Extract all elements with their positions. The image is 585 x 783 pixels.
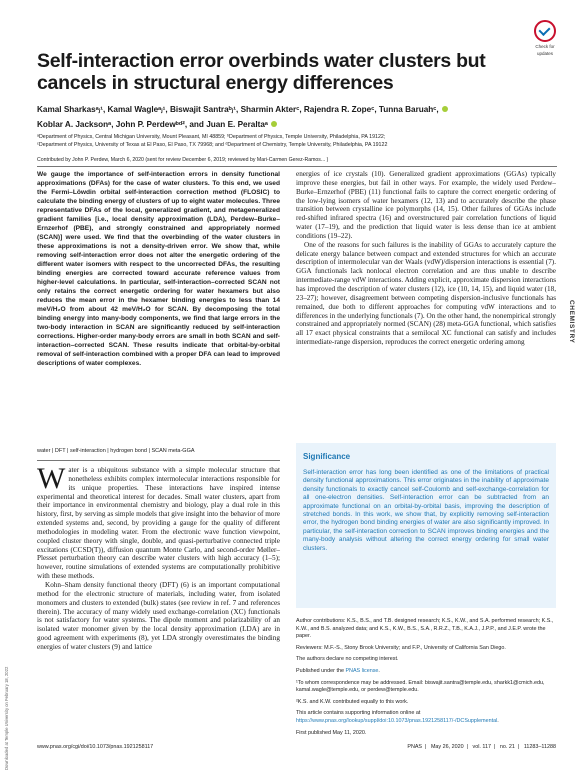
gga-paragraph: energies of ice crystals (10). Generalized gradient approximations (GGAs) typically improve these energies, but fail in other ways. For example, the widely used Perdew–Burke–Ernzerhof (PBE) (11) functional fails to capture the correct energetic ordering of the low-lying isomers of water hexamers (12, 13) and to accurately describe the phase transition between crystalline ice polymorphs (14, 15). Other failures of GGAs include red-shifted infrared spectra (16) and overstructured pair correlation functions of liquid water (17–19), and the prediction that liquid water is less dense than ice at ambient conditions (19–22). [296,170,556,240]
authors-line-1 [37,102,557,117]
affiliations [37,134,557,149]
section-tab [566,300,576,360]
abstract: We gauge the importance of self-interaction errors in density functional approximations (DFAs) for the case of water clusters. To this end, we used the Fermi–Löwdin orbital self-interaction correction method (FLOSIC) to calculate the binding energy of clusters of up to eight water molecules. Three representative DFAs of the local, generalized gradient, and metageneralized gradient families [i.e., local density approximation (LDA), Perdew–Burke–Ernzerhof (PBE), and strongly constrained and appropriately normed (SCAN)] were used. We find that the overbinding of the water clusters in these approximations is not a density-driven error. We show that, while removing self-interaction error does not alter the energetic ordering of the different water isomers with respect to the uncorrected DFAs, the resulting binding energies are corrected toward accurate reference values from higher-level calculations. In particular, self-interaction–corrected SCAN not only retains the correct energetic ordering for water hexamers but also reduces the mean error in the hexamer binding energies to less than 14 meV/H₂O from about 42 meV/H₂O for SCAN. By decomposing the total binding energy into many-body components, we find that large errors in the two-body interaction in SCAN are significantly reduced by self-interaction corrections. Higher-order many-body errors are small in both SCAN and self-interaction–corrected SCAN. These results indicate that orbital-by-orbital removal of self-interaction combined with a proper DFA can lead to improved descriptions of water complexes. [37,171,280,367]
intro-text: ater is a ubiquitous substance with a simple molecular structure that nonetheless exhibits complex intermolecular interactions responsible for its unique properties. These interactions have inspired intense experimental and theoretical interest for decades. Small water clusters, apart from their importance in environmental chemistry and biology, play a dual role in this history, first, by serving as simple models that give insight into the behavior of more extended systems and, second, by providing a gauge for the quality of different methodologies in modeling water. From the electronic wave function viewpoint, coupled cluster theory with single, double, and quasi-perturbative connected triple excitations (CCSD(T)), diffusion quantum Monte Carlo, and second-order Møller–Plesset perturbation theory can describe water clusters with high accuracy (1–5); however, routine simulations of extended systems are computationally prohibitive with these methods. [37,466,280,581]
correspondence-note: ¹To whom correspondence may be addressed. Email: biswajit.santra@temple.edu, sharkk1@cmich.edu, kamal.wagle@temple.edu, or perdew@temple.edu. [296,679,545,694]
badge-line2: updates [536,51,553,56]
affiliation-line-1: ᵃDepartment of Physics, Central Michigan University, Mount Pleasant, MI 48859; ᵇDepartment of Physics, Temple University, Philadelphia, PA 19122; [37,134,386,140]
competing-interest: The authors declare no competing interest. [296,656,399,663]
footer-volume: vol. 117 [472,744,491,750]
title-line-2: cancels in structural energy differences [37,72,394,94]
author-contributions: Author contributions: K.S., B.S., and T.B. designed research; K.S., K.W., and S.A. performed research; K.S., K.W., and B.S. analyzed data; and K.S., K.W., B.S., S.A., R.R.Z., T.B., K.A.J., J.P.P., and J.E.P. wrote the paper. [296,618,554,640]
supporting-info-note [296,710,556,725]
license-prefix: Published under the [296,667,346,674]
supporting-info-link[interactable]: https://www.pnas.org/lookup/suppl/doi:10.1073/pnas.1921258117/-/DCSupplemental [296,717,498,724]
affiliation-line-2: ᶜDepartment of Physics, University of Texas at El Paso, El Paso, TX 79968; and ᵈDepartment of Chemistry, Temple University, Philadelphia, PA 19122 [37,141,388,148]
title-line-1: Self-interaction error overbinds water clusters but [37,50,486,72]
footer-number: no. 21 [499,744,515,750]
significance-heading: Significance [303,452,351,461]
orcid-icon[interactable] [271,121,277,127]
author-list [37,102,557,132]
equal-contribution-note: ²K.S. and K.W. contributed equally to this work. [296,698,409,705]
significance-box [296,443,556,608]
download-stamp-text: Downloaded at Temple University on February 18, 2022 [4,666,9,770]
article-notes [296,618,556,741]
license-note [296,668,556,676]
drop-cap: W [37,462,66,495]
vdw-paragraph: One of the reasons for such failures is the inability of GGAs to accurately capture the delicate energy balance between compact and extended structures for which an accurate description of intermolecular van der Waals (vdW)/dispersion interactions is essential (7). GGA functionals lack nonlocal electron correlation and are thus unable to describe intermediate-range vdW interactions. Adding explicit, approximate dispersion interactions has improved the description of water clusters (12), ice (10, 14, 15), and liquid water (18, 23–27); however, disagreement between competing dispersion-inclusive functionals has remained, due both to different approaches for computing vdW interactions and to differences in the underlying functionals (7). On the other hand, the nonempirical strongly constrained and appropriately normed (SCAN) (28) meta-GGA functional, which satisfies all 17 exact physical constraints that a semilocal XC functional can satisfy and includes intermediate-range dispersion, reproduces the correct energetic ordering among [296,240,556,347]
footer-citation: PNAS | May 26, 2020 | vol. 117 | no. 21 | 11283–11288 [407,744,556,750]
dft-paragraph: Kohn–Sham density functional theory (DFT) (6) is an important computational method for the electronic structure of materials, including water, from isolated monomers and clusters to extended (bulk) states (see review in ref. 7 and references therein). The accuracy of many widely used exchange-correlation (XC) functionals is not satisfactory for water systems. The dipole moment and polarizability of an isolated water monomer given by the local density approximation (LDA) are in good agreement with experiments (8), yet LDA strongly overestimates the binding energies of water clusters (9) and lattice [37,580,280,651]
right-body-column [296,170,556,347]
badge-line1: Check for [535,44,555,49]
left-body-column [37,462,280,652]
check-for-updates-badge[interactable] [528,20,562,60]
reviewers-note: Reviewers: M.F.-S., Stony Brook University; and F.P., University of California San Diego. [296,644,506,651]
first-published: First published May 11, 2020. [296,729,367,736]
footer-journal: PNAS [407,744,423,750]
footer-pages: 11283–11288 [523,744,556,750]
intro-paragraph [37,462,280,581]
orcid-icon[interactable] [442,106,448,112]
footer-doi-link[interactable]: www.pnas.org/cgi/doi/10.1073/pnas.1921258117 [37,744,154,750]
contributed-by: Contributed by John P. Perdew, March 6, 2020 (sent for review December 6, 2019; reviewed by Mari-Carmen Gerez-Ramos... ) [37,157,329,163]
authors-text-2: Koblar A. Jacksonᵃ, John P. Perdewᵇᵈ², and Juan E. Peraltaᵃ [37,120,268,129]
keywords-divider [37,460,280,461]
pnas-license-link[interactable]: PNAS license [345,667,379,674]
significance-text: Self-interaction error has long been identified as one of the limitations of practical density functional approximations. This error originates in the inability of approximate density functionals to exactly cancel self-Coulomb and self-exchange-correlation for all one-electron densities. Self-interaction error can be subtracted from an approximate functional on an orbital-by-orbital basis, improving the description of stretched bonds. In this work, we show that, by explicitly removing self-interaction error, the hydrogen bond binding energies of water are also significantly improved. In particular, the self-interaction correction to SCAN improves binding energies and the many-body analysis without altering the correct energy ordering for small water clusters. [303,469,549,552]
header-divider [37,166,557,167]
authors-line-2 [37,117,557,132]
authors-text-1: Kamal Sharkasᵃⱼ¹, Kamal Wagleᵃⱼ¹, Biswajit Santraᵇⱼ¹, Sharmin Akterᶜ, Rajendra R. Zopeᶜ, Tunna Baruahᶜ, [37,105,439,114]
check-updates-icon [534,20,556,42]
keywords: water | DFT | self-interaction | hydrogen bond | SCAN meta-GGA [37,448,195,454]
footer-date: May 26, 2020 [430,744,464,750]
article-title [37,50,527,94]
si-suffix: . [497,717,499,724]
download-stamp [4,620,12,770]
section-tab-label: CHEMISTRY [568,300,575,344]
license-suffix: . [378,667,380,674]
si-prefix: This article contains supporting information online at [296,710,421,717]
